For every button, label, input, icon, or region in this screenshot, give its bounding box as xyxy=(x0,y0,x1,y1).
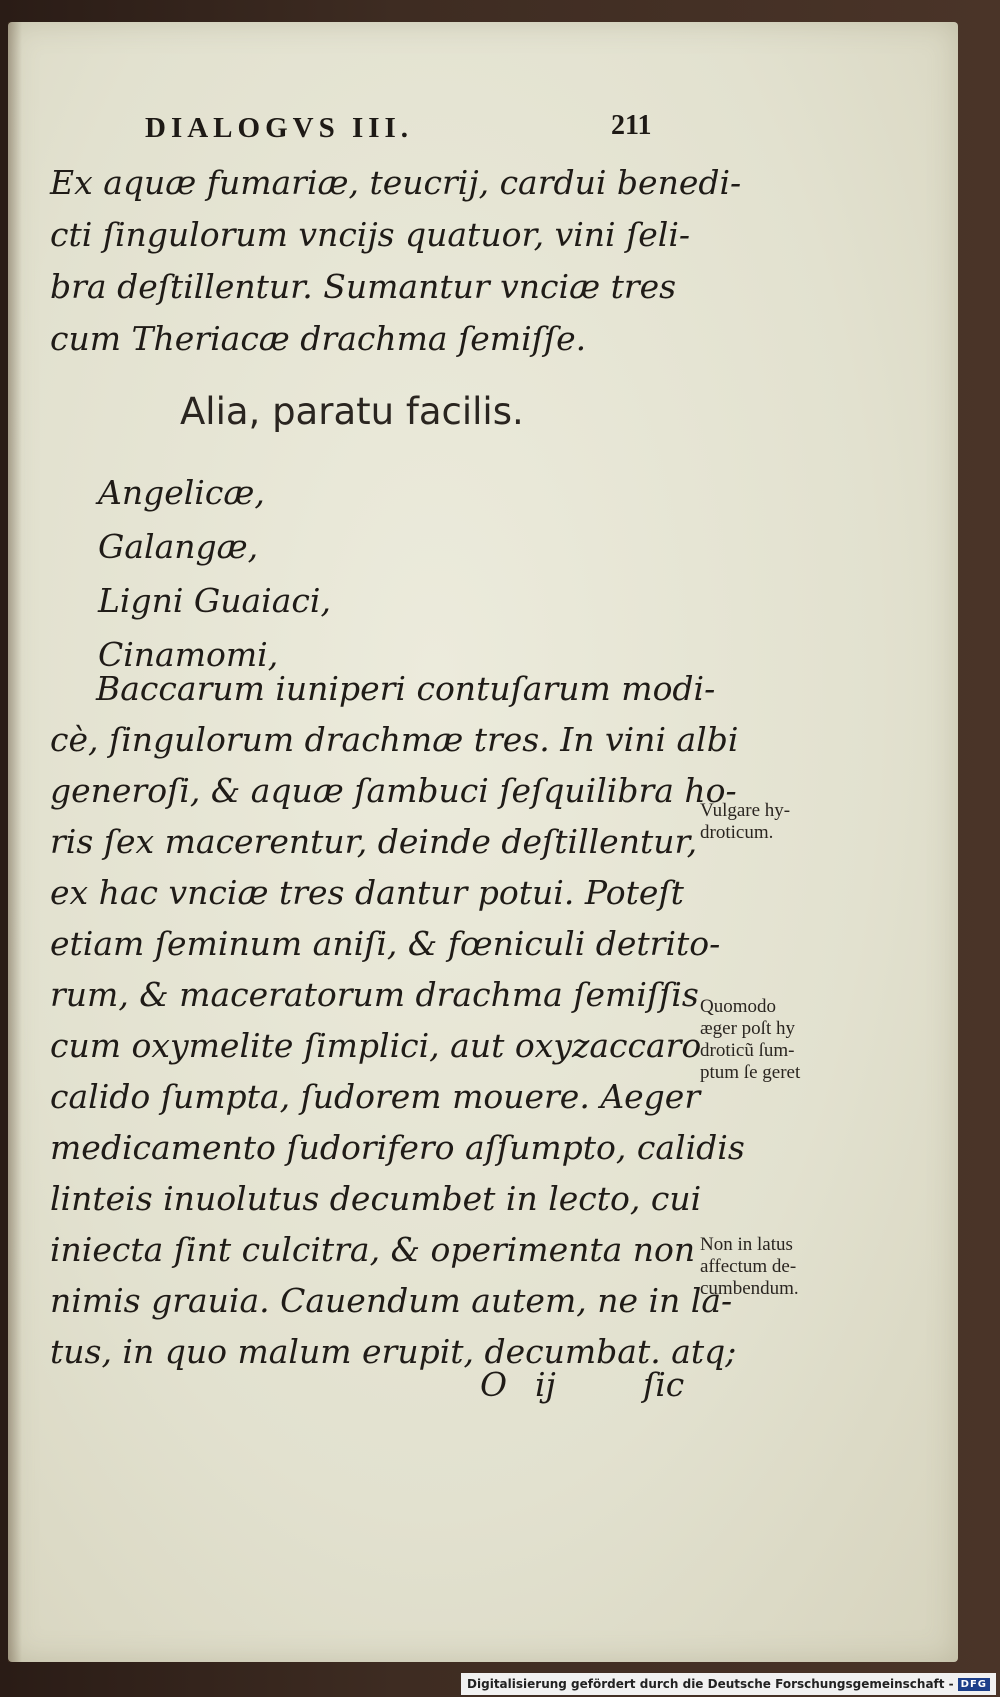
gutter-shadow xyxy=(8,22,22,1662)
ingredient-item: Ligni Guaiaci, xyxy=(98,581,331,620)
ingredient-item: Angelicæ, xyxy=(98,473,265,512)
section-heading: Alia, paratu facilis. xyxy=(180,390,524,433)
text-line: calido ſumpta, ſudorem mouere. Aeger xyxy=(50,1077,701,1116)
ingredient-item: Galangæ, xyxy=(98,527,259,566)
margin-note-line: droticũ ſum- xyxy=(700,1040,795,1061)
text-line: Ex aquæ fumariæ, teucrij, cardui benedi- xyxy=(50,163,742,202)
ingredient-item: Cinamomi, xyxy=(98,635,279,674)
margin-note-line: Vulgare hy- xyxy=(700,800,791,821)
margin-note xyxy=(700,800,850,844)
text-line: ris ſex macerentur, deinde deſtillentur, xyxy=(50,822,698,861)
running-head: DIALOGVS III. xyxy=(145,112,414,144)
text-line: generoſi, & aquæ ſambuci ſeſquilibra ho- xyxy=(50,771,737,810)
text-line: etiam ſeminum aniſi, & fœniculi detrito- xyxy=(50,924,721,963)
text-line: tus, in quo malum erupit, decumbat. atq; xyxy=(50,1332,737,1371)
text-line: cti ſingulorum vncijs quatuor, vini ſeli- xyxy=(50,215,691,254)
signature-number: ij xyxy=(535,1365,556,1404)
text-line: rum, & maceratorum drachma ſemiſſis xyxy=(50,975,699,1014)
margin-note-line: droticum. xyxy=(700,822,774,843)
text-line: iniecta ſint culcitra, & operimenta non xyxy=(50,1230,696,1269)
digitization-credit xyxy=(461,1673,996,1695)
margin-note-line: ptum ſe geret xyxy=(700,1062,801,1083)
catchword: ſic xyxy=(643,1365,685,1404)
margin-note-line: Quomodo xyxy=(700,996,776,1017)
text-line: ex hac vnciæ tres dantur potui. Poteſt xyxy=(50,873,684,912)
text-line: bra deſtillentur. Sumantur vnciæ tres xyxy=(50,267,677,306)
text-line: cum Theriacæ drachma ſemiſſe. xyxy=(50,319,587,358)
margin-note-line: æger poſt hy xyxy=(700,1018,795,1039)
text-line: Baccarum iuniperi contuſarum modi- xyxy=(96,669,716,708)
text-line: nimis grauia. Cauendum autem, ne in la- xyxy=(50,1281,733,1320)
dfg-logo-icon: DFG xyxy=(958,1678,990,1691)
text-line: linteis inuolutus decumbet in lecto, cui xyxy=(50,1179,702,1218)
margin-note-line: Non in latus xyxy=(700,1234,793,1255)
text-line: cum oxymelite ſimplici, aut oxyzaccaro xyxy=(50,1026,702,1065)
margin-note xyxy=(700,1234,850,1300)
credit-text: Digitalisierung gefördert durch die Deutsche Forschungsgemeinschaft - xyxy=(467,1677,954,1691)
margin-note xyxy=(700,996,850,1084)
page-number: 211 xyxy=(611,110,652,141)
text-line: cè, ſingulorum drachmæ tres. In vini albi xyxy=(50,720,739,759)
margin-note-line: affectum de- xyxy=(700,1256,797,1277)
margin-note-line: cumbendum. xyxy=(700,1278,799,1299)
signature-mark: O xyxy=(480,1365,508,1404)
text-line: medicamento ſudorifero aſſumpto, calidis xyxy=(50,1128,745,1167)
